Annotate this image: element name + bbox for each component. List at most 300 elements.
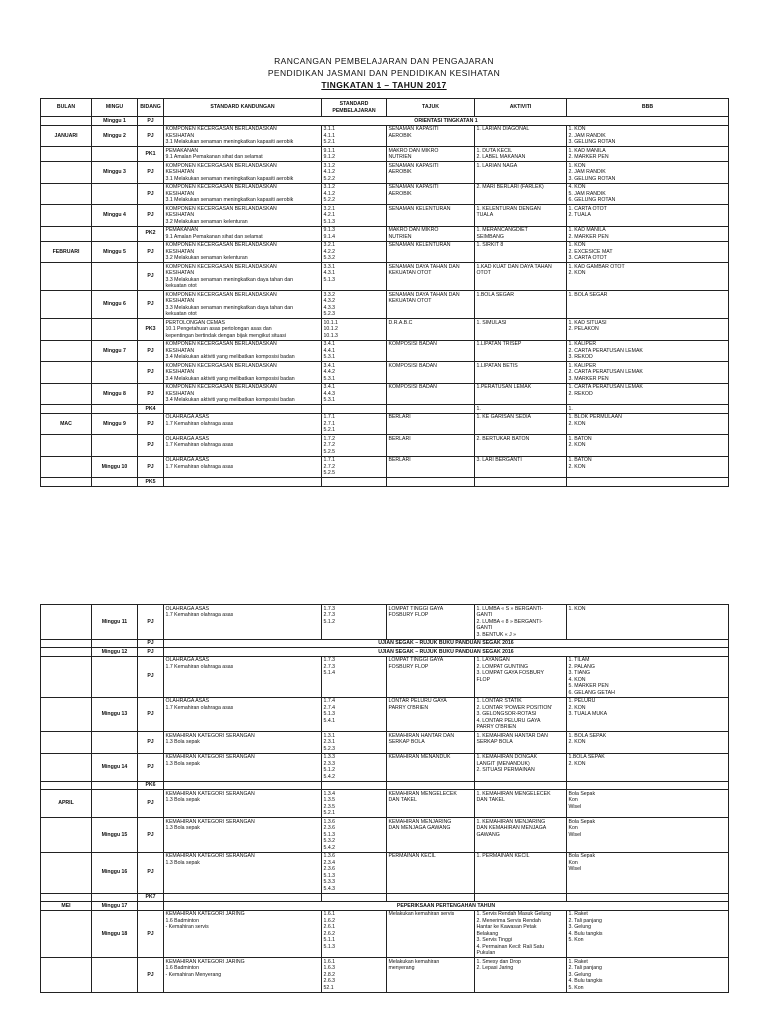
standard-kandungan-cell-line: 3.4 Melakukan aktiviti yang melibatkan komposisi badan [165,397,295,403]
standard-kandungan-cell-line: 1.7 Kemahiran olahraga asas [165,663,234,670]
minggu-cell [92,147,138,162]
table-row [41,790,729,818]
standard-kandungan-cell [164,656,322,697]
standard-pembelajaran-cell-line: 4.1.2 [323,169,336,175]
tajuk-cell [387,291,475,319]
standard-pembelajaran-cell-line: 10.1.1 [323,319,338,326]
standard-pembelajaran-cell-line: 1.7.1 [323,457,336,463]
minggu-cell [92,362,138,384]
standard-kandungan-cell-line: 1.7 Kemahiran olahraga asas [165,442,234,448]
standard-kandungan-cell-line: 9.1 Amalan Pemakanan sihat dan selamat [165,154,263,160]
bbb-cell-line: 1. KON [568,605,586,612]
minggu-cell: Minggu 1 [92,117,138,126]
standard-pembelajaran-cell-line: 1.7.1 [323,414,336,420]
standard-kandungan-cell-line: 1.7 Kemahiran olahraga asas [165,420,234,427]
tajuk-cell [387,413,475,435]
table-row [41,435,729,457]
bbb-cell-line: 4. KON [568,184,586,190]
bulan-cell [41,435,92,457]
aktiviti-cell [475,183,567,205]
aktiviti-cell [475,319,567,341]
bbb-cell-line: 2. EXCESICE MAT [568,248,613,255]
standard-pembelajaran-cell-line: 1.6.1 [323,958,336,965]
standard-pembelajaran-cell-line: 10.1.3 [323,332,338,339]
standard-pembelajaran-cell-line: 2.3.4 [323,859,336,866]
bbb-cell-line: 2. KON [568,704,586,711]
table-row [41,405,729,414]
tajuk-cell-line: MAKRO DAN MIKRO [388,227,439,233]
standard-pembelajaran-cell-line: 2.3.6 [323,825,336,831]
standard-pembelajaran-cell-line: 5.1.3 [323,276,336,283]
standard-pembelajaran-cell [322,435,387,457]
doc-title-line3: TINGKATAN 1 – TAHUN 2017 [321,80,447,90]
table-row [41,319,729,341]
aktiviti-cell [475,781,567,790]
tajuk-cell [387,605,475,640]
tajuk-cell-line: FOSBURY FLOP [388,612,429,618]
bulan-cell [41,383,92,405]
standard-kandungan-cell [164,697,322,732]
tajuk-cell [387,435,475,457]
bbb-cell-line: 5. MARKER PEN [568,683,609,689]
bidang-cell: PJ [138,383,164,405]
standard-pembelajaran-cell-line: 4.3.1 [323,270,336,276]
bbb-cell-line: 1. KON [568,242,586,248]
standard-pembelajaran-cell-line: 2.3.6 [323,866,336,872]
aktiviti-cell-line: 2. BERTUKAR BATON [476,435,530,442]
table-row [41,263,729,291]
span-label-cell: ORIENTASI TINGKATAN 1 [164,117,729,126]
bbb-cell-line: 2. KON [568,760,586,767]
standard-kandungan-cell [164,183,322,205]
bbb-cell [567,605,729,640]
table-row [41,958,729,993]
aktiviti-cell [475,205,567,227]
tajuk-cell [387,478,475,487]
table-row [41,147,729,162]
standard-pembelajaran-cell-line: 3.3.2 [323,291,336,298]
bulan-cell [41,818,92,853]
standard-pembelajaran-cell-line: 2.6.2 [323,930,336,937]
aktiviti-cell-line: 1. [476,405,481,412]
standard-pembelajaran-cell-line: 5.1.3 [323,943,336,950]
standard-pembelajaran-cell-line: 5.4.2 [323,844,336,851]
standard-kandungan-cell-line: PEMAKANAN [165,227,199,233]
bidang-cell: PJ [138,958,164,993]
bbb-cell [567,958,729,993]
standard-kandungan-cell-line: KESIHATAN [165,298,195,304]
bulan-cell [41,319,92,341]
aktiviti-cell-line: 1. KEMAHIRAN MENGELECEK [476,790,551,797]
tajuk-cell [387,383,475,405]
tajuk-cell [387,147,475,162]
bidang-cell: PJ [138,183,164,205]
bbb-cell [567,226,729,241]
aktiviti-cell-line: 1. SIRKIT 8 [476,242,504,248]
standard-pembelajaran-cell [322,697,387,732]
tajuk-cell-line: SENAMAN KAPASITI [388,184,439,190]
bidang-cell: PJ [138,697,164,732]
standard-kandungan-cell [164,781,322,790]
minggu-cell: Minggu 2 [92,125,138,147]
standard-kandungan-cell-line: 10.1 Pengetahuan asas pertolongan asas dan [165,326,272,332]
standard-pembelajaran-cell-line: 2.8.2 [323,971,336,978]
tajuk-cell-line: KEMAHIRAN MENJARING [388,818,452,825]
minggu-cell [92,656,138,697]
col-bidang: BIDANG [138,99,164,117]
standard-kandungan-cell [164,405,322,414]
aktiviti-cell-line: 3. Servis Tinggi [476,937,512,943]
standard-kandungan-cell-line: KOMPONEN KECERGASAN BERLANDASKAN [165,205,277,212]
bidang-cell: PJ [138,362,164,384]
aktiviti-cell-line: TUALA [476,212,494,218]
standard-pembelajaran-cell-line: 9.1.3 [323,227,336,233]
bbb-cell-line: 2. Tali panjang [568,917,602,924]
standard-pembelajaran-cell-line: 3.2.1 [323,242,336,248]
bidang-cell: PJ [138,732,164,754]
tajuk-cell [387,893,475,902]
minggu-cell: Minggu 7 [92,340,138,362]
minggu-cell: Minggu 18 [92,910,138,958]
aktiviti-cell [475,435,567,457]
aktiviti-cell-line: 1. Smesy dan Drop [476,958,521,965]
bidang-cell: PK6 [138,781,164,790]
bbb-cell-line: 3. GELUNG ROTAN [568,139,616,145]
standard-kandungan-cell-line: KEMAHIRAN KATEGORI SERANGAN [165,853,255,859]
aktiviti-cell-line: Hantar ke Kawasan Petak [476,924,537,930]
table-row [41,910,729,958]
tajuk-cell-line: KEMAHIRAN MENANDUK [388,754,451,760]
standard-kandungan-cell [164,958,322,993]
standard-kandungan-cell-line: 1.6 Badminton [165,965,199,971]
tajuk-cell-line: KEKUATAN OTOT [388,270,432,276]
tajuk-cell-line: D.R.A.B.C [388,319,413,326]
standard-pembelajaran-cell [322,147,387,162]
tajuk-cell-line: SENAMAN DAYA TAHAN DAN [388,291,460,298]
table-row [41,852,729,893]
standard-pembelajaran-cell [322,656,387,697]
aktiviti-cell-line: 1. Servis Rendah Masuk Gelung [476,911,552,917]
bbb-cell [567,732,729,754]
bbb-cell-line: 2. JAM RANDIK [568,132,606,139]
aktiviti-cell-line: 1.PERATUSAN LEMAK [476,384,532,390]
bbb-cell-line: 4. Bulu tangkis [568,978,603,984]
standard-pembelajaran-cell-line: 4.4.3 [323,390,336,397]
standard-pembelajaran-cell-line: 3.1.2 [323,184,336,190]
bbb-cell-line: 2. KON [568,739,586,745]
aktiviti-cell-line: 1.KAD KUAT DAN DAYA TAHAN [476,263,552,270]
standard-pembelajaran-cell-line: 4.4.1 [323,347,336,354]
standard-kandungan-cell-line: KOMPONEN KECERGASAN BERLANDASKAN [165,242,277,248]
standard-pembelajaran-cell-line: 9.1.4 [323,233,336,240]
bidang-cell: PJ [138,162,164,184]
aktiviti-cell [475,362,567,384]
standard-pembelajaran-cell-line: 5.3.1 [323,354,336,360]
bulan-cell [41,958,92,993]
aktiviti-cell-line: 2. LUMBA « 8 » BERGANTI- [476,618,543,625]
tajuk-cell-line: KOMPOSISI BADAN [388,362,437,369]
table-row [41,226,729,241]
standard-kandungan-cell-line: 1.7 Kemahiran olahraga asas [165,612,234,618]
table-row [41,241,729,263]
bulan-cell [41,456,92,478]
minggu-cell [92,478,138,487]
aktiviti-cell [475,958,567,993]
standard-pembelajaran-cell [322,605,387,640]
tajuk-cell-line: KOMPOSISI BADAN [388,341,437,347]
aktiviti-cell [475,910,567,958]
standard-pembelajaran-cell-line: 2.7.1 [323,420,336,427]
bbb-cell [567,162,729,184]
tajuk-cell [387,818,475,853]
standard-pembelajaran-cell [322,405,387,414]
standard-kandungan-cell-line: 1.3 Bola sepak [165,825,200,831]
bbb-cell-line: 3. TUALA MUKA [568,711,608,717]
standard-pembelajaran-cell-line: 5.2.3 [323,745,336,752]
standard-pembelajaran-cell-line: 2.7.2 [323,442,336,448]
aktiviti-cell [475,147,567,162]
tajuk-cell-line: KEMAHIRAN MENGELECEK [388,790,457,797]
standard-pembelajaran-cell [322,818,387,853]
standard-kandungan-cell [164,263,322,291]
table-row [41,648,729,657]
standard-pembelajaran-cell-line: 4.3.3 [323,304,336,311]
bulan-cell [41,340,92,362]
standard-pembelajaran-cell-line: 5.3.1 [323,397,336,403]
bbb-cell-line: 6. GELANG GETAH [568,689,615,696]
bulan-cell [41,183,92,205]
bbb-cell-line: 5. Kon [568,984,584,991]
standard-pembelajaran-cell-line: 2.3.3 [323,760,336,767]
bbb-cell-line: 2. KON [568,420,586,427]
standard-pembelajaran-cell-line: 2.7.3 [323,663,336,670]
standard-pembelajaran-cell-line: 1.6.1 [323,911,336,917]
standard-kandungan-cell [164,910,322,958]
tajuk-cell-line: menyerang [388,965,415,971]
bidang-cell: PK7 [138,893,164,902]
standard-kandungan-cell-line: 1.6 Badminton [165,917,199,924]
bulan-cell: MEI [41,902,92,911]
minggu-cell: Minggu 12 [92,648,138,657]
aktiviti-cell-line: 2. LONTAR 'POWER POSITION' [476,704,553,711]
standard-kandungan-cell-line: OLAHRAGA ASAS [165,435,210,442]
standard-pembelajaran-cell-line: 5.2.1 [323,139,336,145]
tajuk-cell [387,340,475,362]
bulan-cell [41,147,92,162]
standard-pembelajaran-cell-line: 5.2.1 [323,427,336,433]
standard-pembelajaran-cell [322,183,387,205]
standard-pembelajaran-cell-line: 5.1.1 [323,937,336,943]
standard-kandungan-cell-line: 3.1 Melakukan senaman meningkatkan kapasiti aerobik [165,197,294,203]
lesson-plan-table-2 [40,604,729,993]
standard-kandungan-cell [164,852,322,893]
bulan-cell: JANUARI [41,125,92,147]
table-row [41,183,729,205]
bbb-cell-line: 1. KALIPER [568,362,597,369]
standard-pembelajaran-cell [322,125,387,147]
table-row [41,456,729,478]
bidang-cell: PJ [138,205,164,227]
standard-kandungan-cell-line: OLAHRAGA ASAS [165,605,210,612]
bbb-cell [567,656,729,697]
bbb-cell-line: Wisel [568,803,582,810]
bbb-cell-line: 2. MARKER PEN [568,233,609,240]
bbb-cell-line: 2. CARTA PERATUSAN LEMAK [568,369,643,375]
table-header-row [41,99,729,117]
standard-pembelajaran-cell [322,958,387,993]
aktiviti-cell-line: Pukulan [476,950,496,956]
standard-kandungan-cell [164,753,322,781]
standard-pembelajaran-cell [322,205,387,227]
table-row [41,902,729,911]
bidang-cell: PJ [138,435,164,457]
tajuk-cell-line: Melakukan kemahiran [388,958,440,965]
aktiviti-cell-line: 1. LUMBA « S » BERGANTI- [476,605,544,612]
bbb-cell [567,125,729,147]
minggu-cell: Minggu 8 [92,383,138,405]
aktiviti-cell [475,226,567,241]
bbb-cell-line: 2. PALANG [568,663,595,670]
lesson-plan-table-1 [40,98,729,487]
tajuk-cell [387,263,475,291]
tajuk-cell-line: SENAMAN DAYA TAHAN DAN [388,263,460,270]
aktiviti-cell-line: 1. PERMAINAN KECIL [476,853,530,859]
standard-pembelajaran-cell-line: 2.3.1 [323,739,336,745]
standard-pembelajaran-cell-line: 1.7.3 [323,657,336,663]
bbb-cell-line: 1. BOLA SEGAR [568,291,608,298]
bbb-cell [567,205,729,227]
bidang-cell: PJ [138,790,164,818]
tajuk-cell [387,456,475,478]
standard-kandungan-cell [164,478,322,487]
tajuk-cell [387,697,475,732]
standard-kandungan-cell [164,125,322,147]
bbb-cell-line: 3. Gelung [568,971,591,978]
tajuk-cell-line: AEROBIK [388,169,412,175]
tajuk-cell-line: KOMPOSISI BADAN [388,384,437,390]
bidang-cell: PJ [138,639,164,648]
minggu-cell [92,263,138,291]
bulan-cell [41,405,92,414]
minggu-cell [92,405,138,414]
standard-kandungan-cell-line: 3.2 Melakukan senaman kelenturan [165,218,248,225]
table-row [41,893,729,902]
bulan-cell [41,226,92,241]
span-label-cell: PEPERIKSAAN PERTENGAHAN TAHUN [164,902,729,911]
aktiviti-cell [475,478,567,487]
standard-kandungan-cell-line: KEMAHIRAN KATEGORI SERANGAN [165,818,255,825]
doc-title-line1: RANCANGAN PEMBELAJARAN DAN PENGAJARAN [274,56,494,66]
standard-pembelajaran-cell-line: 2.6.3 [323,978,336,984]
table-row [41,818,729,853]
bidang-cell: PK1 [138,147,164,162]
bulan-cell [41,291,92,319]
bbb-cell-line: Kon [568,859,578,866]
aktiviti-cell [475,790,567,818]
bbb-cell [567,263,729,291]
standard-pembelajaran-cell-line: 2.7.4 [323,704,336,711]
bbb-cell-line: 1. BATON [568,435,592,442]
bidang-cell: PJ [138,753,164,781]
aktiviti-cell-line: GANTI [476,612,493,618]
standard-pembelajaran-cell-line: 4.1.1 [323,132,336,139]
bbb-cell-line: Kon [568,797,578,803]
standard-kandungan-cell-line: 3.3 Melakukan senaman meningkatkan daya tahan dan [165,276,293,283]
bbb-cell-line: 2. CARTA PERATUSAN LEMAK [568,347,643,354]
standard-pembelajaran-cell-line: 9.1.2 [323,154,336,160]
tajuk-cell [387,910,475,958]
aktiviti-cell [475,162,567,184]
table-row [41,478,729,487]
standard-kandungan-cell-line: 1.7 Kemahiran olahraga asas [165,704,234,711]
bbb-cell-line: 1. CARTA PERATUSAN LEMAK [568,384,643,390]
col-aktiviti: AKTIVITI [475,99,567,117]
aktiviti-cell-line: DAN TAKEL [476,797,505,803]
standard-pembelajaran-cell-line: 2.7.3 [323,612,336,618]
bbb-cell-line: 2. KON [568,463,586,470]
aktiviti-cell-line: 1. DUTA KECIL [476,147,513,154]
aktiviti-cell [475,732,567,754]
standard-pembelajaran-cell-line: 2.3.5 [323,803,336,810]
standard-pembelajaran-cell [322,383,387,405]
aktiviti-cell-line: 1. MERANCANGDIET [476,227,528,233]
bbb-cell [567,435,729,457]
bbb-cell-line: 2. MARKER PEN [568,154,609,160]
standard-pembelajaran-cell-line: 1.6.2 [323,917,336,924]
standard-pembelajaran-cell-line: 5.3.2 [323,838,336,844]
standard-kandungan-cell-line: KOMPONEN KECERGASAN BERLANDASKAN [165,184,277,190]
aktiviti-cell-line: 1. LONTAR STATIK [476,698,522,704]
standard-pembelajaran-cell-line: 5.2.5 [323,470,336,476]
bulan-cell [41,162,92,184]
minggu-cell: Minggu 5 [92,241,138,263]
standard-pembelajaran-cell-line: 2.6.1 [323,924,336,930]
aktiviti-cell-line: 1. KEMAHIRAN DONGAK [476,754,538,760]
bbb-cell [567,818,729,853]
bbb-cell [567,753,729,781]
bulan-cell [41,893,92,902]
bbb-cell-line: 1. KON [568,162,586,169]
aktiviti-cell [475,656,567,697]
aktiviti-cell-line: 1.LIPATAN BETIS [476,362,518,369]
standard-pembelajaran-cell [322,263,387,291]
aktiviti-cell-line: 1. KEMAHIRAN HANTAR DAN [476,732,548,739]
bbb-cell-line: 5. Kon [568,937,584,943]
bulan-cell [41,781,92,790]
table-row [41,781,729,790]
standard-pembelajaran-cell-line: 1.7.4 [323,698,336,704]
bbb-cell-line: 3. MARKER PEN [568,375,609,382]
aktiviti-cell-line: DAN KEMAHIRAN MENJAGA [476,825,547,831]
aktiviti-cell-line: 4. LONTAR PELURU GAYA [476,717,541,724]
aktiviti-cell-line: 3. GELONGSOR-ROTASI [476,711,537,717]
standard-pembelajaran-cell-line: 4.3.2 [323,298,336,304]
standard-pembelajaran-cell-line: 1.3.6 [323,818,336,825]
standard-kandungan-cell [164,413,322,435]
standard-pembelajaran-cell [322,910,387,958]
bbb-cell [567,413,729,435]
tajuk-cell [387,753,475,781]
minggu-cell: Minggu 3 [92,162,138,184]
standard-pembelajaran-cell [322,456,387,478]
bbb-cell-line: 2. TUALA [568,212,591,218]
minggu-cell [92,732,138,754]
tajuk-cell-line: Melakukan kemahiran servis [388,911,455,917]
standard-kandungan-cell-line: KOMPONEN KECERGASAN BERLANDASKAN [165,291,277,298]
bulan-cell [41,478,92,487]
bulan-cell [41,910,92,958]
tajuk-cell-line: MAKRO DAN MIKRO [388,147,439,154]
